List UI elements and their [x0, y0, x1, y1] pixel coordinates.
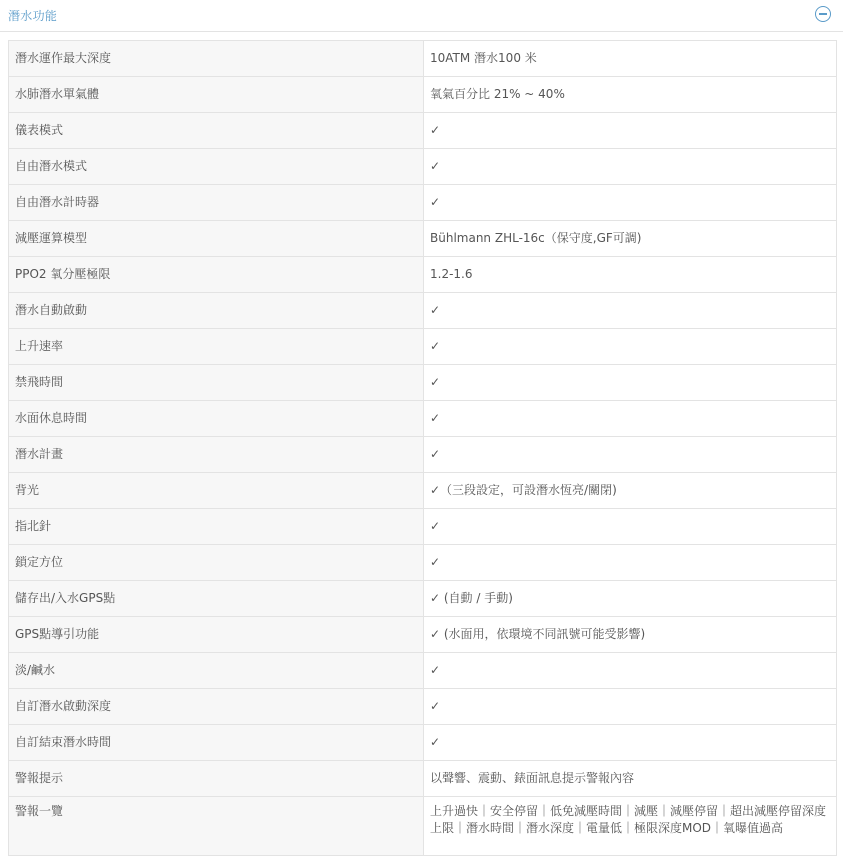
table-row — [9, 473, 837, 509]
spec-value: ✓ (自動 / 手動) — [424, 581, 837, 617]
table-row — [9, 257, 837, 293]
spec-label: 減壓運算模型 — [9, 221, 424, 257]
spec-value: 10ATM 潛水100 米 — [424, 41, 837, 77]
spec-label: 潛水計畫 — [9, 437, 424, 473]
spec-value: ✓ — [424, 437, 837, 473]
table-row — [9, 365, 837, 401]
spec-value: 上升過快｜安全停留｜低免減壓時間｜減壓｜減壓停留｜超出減壓停留深度上限｜潛水時間｜潛水深度｜電量低｜極限深度MOD｜氧曝值過高 — [424, 797, 837, 856]
table-row — [9, 41, 837, 77]
spec-label: 水肺潛水單氣體 — [9, 77, 424, 113]
spec-label: PPO2 氧分壓極限 — [9, 257, 424, 293]
minus-circle-icon[interactable] — [815, 6, 831, 22]
spec-label: 淡/鹹水 — [9, 653, 424, 689]
table-row — [9, 401, 837, 437]
spec-label: GPS點導引功能 — [9, 617, 424, 653]
spec-label: 自由潛水模式 — [9, 149, 424, 185]
spec-value: ✓ — [424, 545, 837, 581]
spec-table-body — [9, 41, 837, 856]
spec-value: ✓ — [424, 329, 837, 365]
spec-value: 1.2-1.6 — [424, 257, 837, 293]
spec-label: 背光 — [9, 473, 424, 509]
spec-label: 潛水運作最大深度 — [9, 41, 424, 77]
spec-label: 儀表模式 — [9, 113, 424, 149]
spec-table — [8, 40, 837, 856]
spec-value: ✓ — [424, 149, 837, 185]
spec-label: 禁飛時間 — [9, 365, 424, 401]
table-row — [9, 77, 837, 113]
spec-value: ✓ — [424, 725, 837, 761]
table-row — [9, 797, 837, 856]
spec-value: ✓ — [424, 113, 837, 149]
table-row — [9, 329, 837, 365]
spec-label: 潛水自動啟動 — [9, 293, 424, 329]
spec-value: ✓ — [424, 689, 837, 725]
table-row — [9, 617, 837, 653]
table-row — [9, 149, 837, 185]
spec-label: 警報提示 — [9, 761, 424, 797]
table-row — [9, 581, 837, 617]
spec-label: 指北針 — [9, 509, 424, 545]
table-row — [9, 437, 837, 473]
table-row — [9, 509, 837, 545]
spec-label: 上升速率 — [9, 329, 424, 365]
spec-value: ✓ — [424, 653, 837, 689]
spec-value: ✓ — [424, 401, 837, 437]
spec-value: 氧氣百分比 21% ~ 40% — [424, 77, 837, 113]
spec-label: 儲存出/入水GPS點 — [9, 581, 424, 617]
table-row — [9, 689, 837, 725]
spec-value: Bühlmann ZHL-16c（保守度,GF可調) — [424, 221, 837, 257]
spec-label: 警報一覽 — [9, 797, 424, 856]
table-row — [9, 293, 837, 329]
table-row — [9, 653, 837, 689]
spec-label: 水面休息時間 — [9, 401, 424, 437]
table-row — [9, 725, 837, 761]
spec-value: ✓（三段設定，可設潛水恆亮/關閉) — [424, 473, 837, 509]
table-row — [9, 545, 837, 581]
spec-label: 自訂結束潛水時間 — [9, 725, 424, 761]
spec-value: 以聲響、震動、錶面訊息提示警報內容 — [424, 761, 837, 797]
table-row — [9, 761, 837, 797]
table-row — [9, 185, 837, 221]
spec-label: 自訂潛水啟動深度 — [9, 689, 424, 725]
spec-label: 自由潛水計時器 — [9, 185, 424, 221]
table-row — [9, 113, 837, 149]
spec-label: 鎖定方位 — [9, 545, 424, 581]
section-title[interactable]: 潛水功能 — [8, 9, 58, 23]
section-header[interactable] — [0, 0, 843, 32]
table-row — [9, 221, 837, 257]
spec-value: ✓ (水面用，依環境不同訊號可能受影響) — [424, 617, 837, 653]
spec-value: ✓ — [424, 365, 837, 401]
minus-bar — [819, 13, 827, 15]
spec-value: ✓ — [424, 509, 837, 545]
spec-value: ✓ — [424, 185, 837, 221]
spec-value: ✓ — [424, 293, 837, 329]
